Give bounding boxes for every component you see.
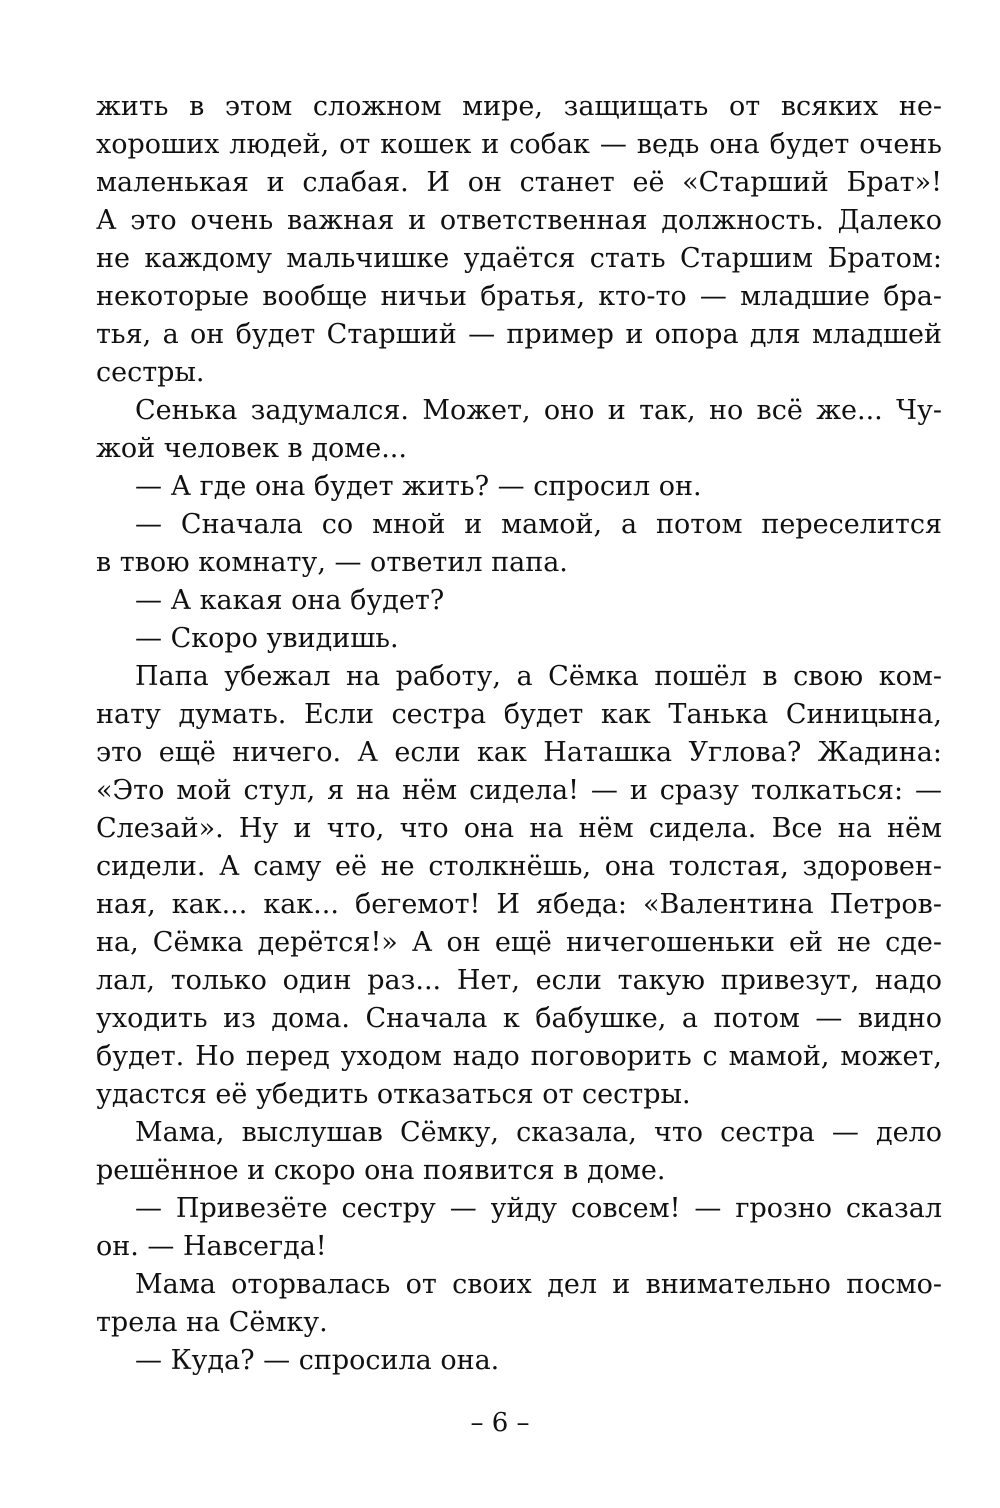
text-line: — Куда? — спросила она. <box>135 1345 500 1376</box>
text-line: в твою комнату, — ответил папа. <box>96 547 568 578</box>
text-line: Папа убежал на работу, а Сёмка пошёл в свою ком- <box>135 661 942 692</box>
text-line: — Скоро увидишь. <box>135 623 399 654</box>
text-line: Сенька задумался. Может, оно и так, но всё же... Чу- <box>135 395 942 426</box>
text-line: будет. Но перед уходом надо поговорить с мамой, может, <box>96 1041 942 1072</box>
text-line: маленькая и слабая. И он станет её «Старший Брат»! <box>96 167 942 198</box>
text-line: он. — Навсегда! <box>96 1231 327 1262</box>
text-line: уходить из дома. Сначала к бабушке, а потом — видно <box>96 1003 942 1034</box>
text-line: решённое и скоро она появится в доме. <box>96 1155 666 1186</box>
page-text <box>96 88 942 1380</box>
text-line: лал, только один раз... Нет, если такую привезут, надо <box>96 965 942 996</box>
page-number: – 6 – <box>470 1408 530 1438</box>
text-line: трела на Сёмку. <box>96 1307 328 1338</box>
text-line: Слезай». Ну и что, что она на нём сидела. Все на нём <box>96 813 942 844</box>
text-line: хороших людей, от кошек и собак — ведь она будет очень <box>96 129 942 160</box>
text-line: тья, а он будет Старший — пример и опора для младшей <box>96 319 942 350</box>
text-line: ная, как... как... бегемот! И ябеда: «Валентина Петров- <box>96 889 942 920</box>
text-line: нату думать. Если сестра будет как Танька Синицына, <box>96 699 942 730</box>
text-line: это ещё ничего. А если как Наташка Углова? Жадина: <box>96 737 942 768</box>
text-line: — Привезёте сестру — уйду совсем! — грозно сказал <box>135 1193 942 1224</box>
text-line: жить в этом сложном мире, защищать от всяких не- <box>96 91 942 122</box>
text-line: — Сначала со мной и мамой, а потом переселится <box>135 509 942 540</box>
text-line: — А какая она будет? <box>135 585 445 616</box>
text-line: удастся её убедить отказаться от сестры. <box>96 1079 691 1110</box>
text-line: жой человек в доме... <box>96 433 407 464</box>
text-line: Мама оторвалась от своих дел и внимательно посмо- <box>135 1269 942 1300</box>
text-line: сидели. А саму её не столкнёшь, она толстая, здоровен- <box>96 851 942 882</box>
text-line: А это очень важная и ответственная должность. Далеко <box>96 205 942 236</box>
text-line: «Это мой стул, я на нём сидела! — и сразу толкаться: — <box>96 775 942 806</box>
text-line: сестры. <box>96 357 205 388</box>
text-line: некоторые вообще ничьи братья, кто-то — младшие бра- <box>96 281 942 312</box>
text-line: на, Сёмка дерётся!» А он ещё ничегошеньки ей не сде- <box>96 927 942 958</box>
text-line: не каждому мальчишке удаётся стать Старшим Братом: <box>96 243 942 274</box>
text-line: — А где она будет жить? — спросил он. <box>135 471 702 502</box>
text-line: Мама, выслушав Сёмку, сказала, что сестра — дело <box>135 1117 942 1148</box>
